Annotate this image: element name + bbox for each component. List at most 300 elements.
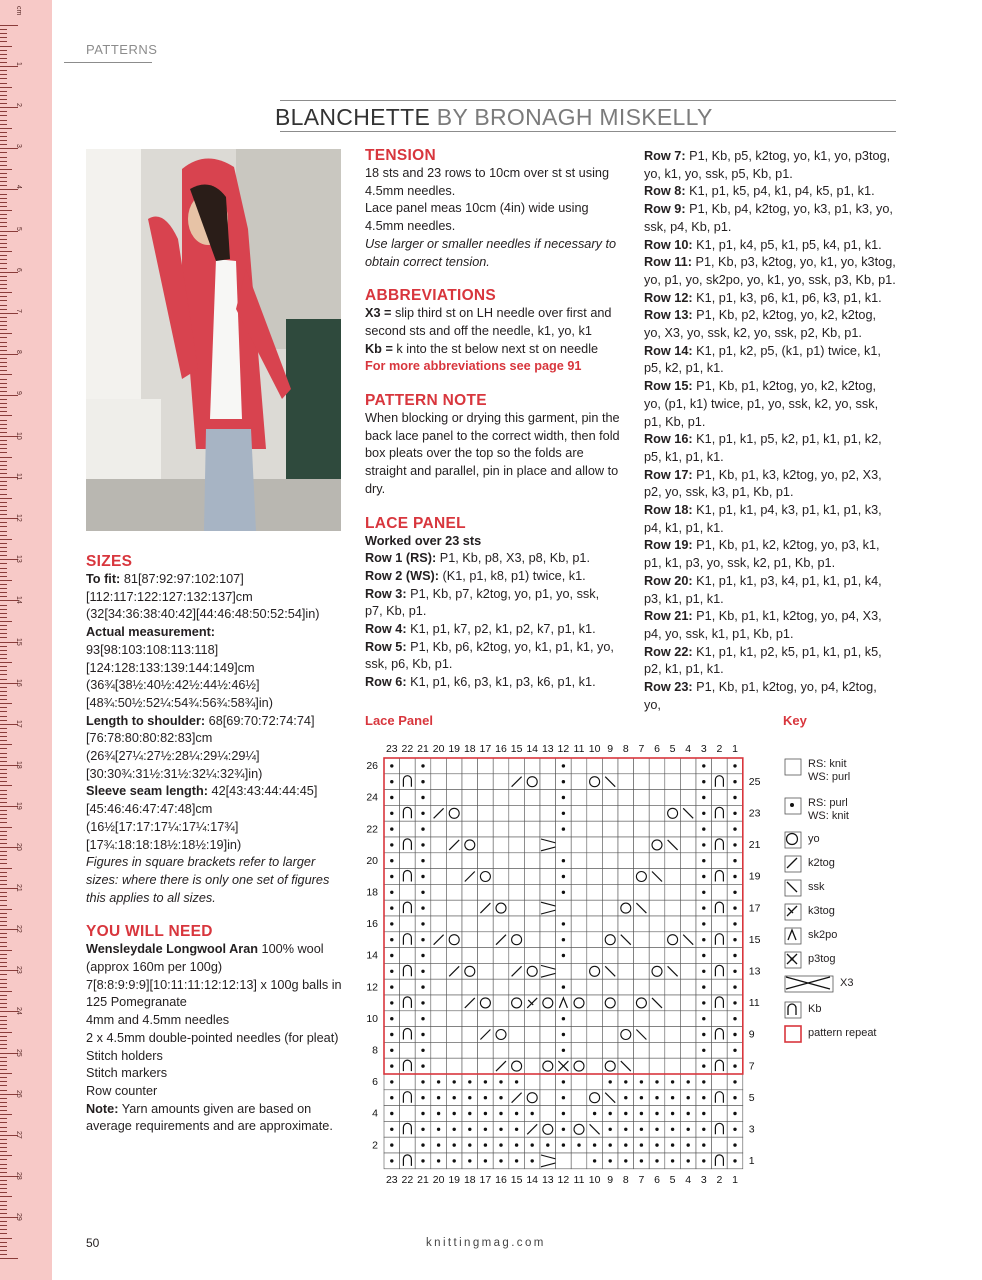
chart-cell	[649, 916, 665, 932]
ruler-tick	[0, 839, 7, 840]
chart-cell	[602, 884, 618, 900]
ruler-tick	[0, 892, 7, 893]
sleeve-seam-value: 42[43:43:44:44:45] [45:46:46:47:47:48]cm (16½[17:17:17¼:17¼:17¾] [17¾:18:18:18½:18½:19]in)	[86, 784, 318, 852]
chart-cell	[634, 790, 650, 806]
chart-cell	[400, 1137, 416, 1153]
ruler-tick	[0, 679, 7, 680]
ruler-tick	[0, 851, 7, 852]
lace-row	[365, 586, 620, 621]
chart-purl-dot	[609, 1112, 612, 1115]
chart-purl-dot	[562, 764, 565, 767]
key-swatch	[784, 927, 802, 945]
chart-purl-dot	[687, 1096, 690, 1099]
chart-purl-dot	[733, 764, 736, 767]
ruler-tick	[0, 748, 7, 749]
chart-purl-dot	[437, 1128, 440, 1131]
chart-purl-dot	[733, 922, 736, 925]
lace-row-label: Row 8:	[644, 184, 686, 199]
sleeve-seam	[86, 783, 348, 854]
ruler-tick	[0, 773, 7, 774]
ruler-tick	[0, 1044, 7, 1045]
yarn-desc: 100% wool (approx 160m per 100g)	[86, 942, 324, 975]
ruler-tick	[0, 531, 7, 532]
chart-purl-dot	[468, 1096, 471, 1099]
ruler-tick	[0, 1201, 7, 1202]
chart-cell	[431, 1042, 447, 1058]
lace-row-label: Row 7:	[644, 149, 686, 163]
chart-purl-dot	[390, 1049, 393, 1052]
ruler-tick	[0, 99, 7, 100]
chart-cell	[446, 1042, 462, 1058]
ruler-tick	[0, 1040, 7, 1041]
chart-purl-dot	[733, 780, 736, 783]
chart-cell	[524, 948, 540, 964]
chart-purl-dot	[499, 1096, 502, 1099]
chart-purl-dot	[390, 1033, 393, 1036]
chart-col-label-bottom: 20	[432, 1173, 445, 1186]
ruler-tick	[0, 995, 7, 996]
chart-purl-dot	[484, 1096, 487, 1099]
to-fit-value: 81[87:92:97:102:107] [112:117:122:127:132:137]cm (32[34:36:38:40:42][44:46:48:50:52:54]in)	[86, 572, 320, 622]
chart-purl-dot	[421, 812, 424, 815]
chart-cell	[680, 869, 696, 885]
ruler-tick	[0, 62, 7, 63]
ruler-tick	[0, 1102, 7, 1103]
lace-row-label: Row 19:	[644, 538, 693, 553]
chart-cell	[712, 1011, 728, 1027]
key-swatch	[784, 975, 834, 993]
ruler-tick	[0, 457, 12, 458]
chart-purl-dot	[733, 1001, 736, 1004]
ruler-tick	[0, 111, 7, 112]
chart-purl-dot	[421, 827, 424, 830]
lace-row-label: Row 20:	[644, 573, 693, 588]
chart-col-label-top: 5	[669, 743, 676, 755]
ruler-tick	[0, 1164, 7, 1165]
lace-row-text: P1, Kb, p1, k2tog, yo, p4, k2tog, yo,	[644, 680, 877, 712]
to-fit	[86, 571, 348, 624]
chart-cell	[478, 916, 494, 932]
ruler-tick	[0, 1081, 7, 1082]
ruler-number: 25	[15, 1048, 22, 1057]
chart-cell	[571, 900, 587, 916]
chart-purl-dot	[687, 1128, 690, 1131]
chart-cell	[509, 837, 525, 853]
chart-purl-dot	[421, 985, 424, 988]
chart-purl-dot	[562, 954, 565, 957]
chart-cell	[446, 853, 462, 869]
yarn	[86, 941, 348, 976]
key-label-wrap	[808, 1003, 821, 1016]
lace-row-label: Row 17:	[644, 467, 693, 482]
key-label: RS: knit	[808, 758, 847, 770]
ruler-tick	[0, 814, 7, 815]
ruler-number: 22	[15, 925, 22, 933]
key-label-wrap	[808, 905, 835, 918]
lace-row-text: K1, p1, k6, p3, k1, p3, k6, p1, k1.	[406, 675, 596, 690]
ruler-tick	[0, 469, 7, 470]
lace-row	[365, 674, 620, 692]
chart-cell	[649, 1058, 665, 1074]
chart-cell	[509, 916, 525, 932]
chart-cell	[571, 1074, 587, 1090]
lace-row-label: Row 13:	[644, 308, 693, 323]
ruler-tick	[0, 107, 18, 108]
ruler-tick	[0, 317, 7, 318]
chart-cell	[446, 790, 462, 806]
chart-cell	[462, 916, 478, 932]
chart-cell	[602, 916, 618, 932]
chart-purl-dot	[702, 843, 705, 846]
lace-row-label: Row 5:	[365, 639, 407, 654]
lace-row	[644, 537, 896, 572]
chart-purl-dot	[733, 1017, 736, 1020]
chart-col-label-top: 10	[588, 743, 601, 755]
ruler-number: 27	[15, 1130, 22, 1139]
lace-row-text: P1, Kb, p5, k2tog, yo, k1, yo, p3tog, yo, k1, yo, ssk, p5, Kb, p1.	[644, 149, 891, 181]
chart-cell	[680, 774, 696, 790]
lace-row-text: K1, p1, k1, p5, k2, p1, k1, p1, k2, p5, k1, p1, k1.	[644, 432, 882, 464]
chart-cell	[556, 1153, 572, 1169]
chart-purl-dot	[437, 1159, 440, 1162]
lace-row	[644, 237, 896, 255]
chart-cell	[634, 774, 650, 790]
ruler-tick	[0, 239, 7, 240]
chart-purl-dot	[453, 1080, 456, 1083]
lace-row	[644, 148, 896, 183]
ruler-tick	[0, 481, 7, 482]
key-swatch	[784, 855, 802, 873]
chart-cell	[618, 884, 634, 900]
chart-cell	[618, 1042, 634, 1058]
lace-row	[644, 290, 896, 308]
chart-purl-dot	[702, 875, 705, 878]
lace-row-text: K1, p1, k4, p5, k1, p5, k4, p1, k1.	[692, 237, 882, 252]
chart-cell	[493, 837, 509, 853]
lace-row-label: Row 6:	[365, 675, 407, 690]
chart-row-label-right: 15	[748, 933, 760, 946]
chart-purl-dot	[484, 1080, 487, 1083]
ruler-number: 9	[15, 390, 22, 395]
key-title: Key	[783, 713, 807, 728]
chart-purl-dot	[562, 938, 565, 941]
chart-purl-dot	[733, 985, 736, 988]
lace-row-text: P1, Kb, p3, k2tog, yo, k1, yo, k3tog, yo, p1, yo, sk2po, yo, k1, yo, ssk, p3, Kb, p1.	[644, 255, 896, 287]
chart-purl-dot	[562, 1017, 565, 1020]
chart-cell	[712, 1106, 728, 1122]
chart-cell	[634, 1042, 650, 1058]
ruler-tick	[0, 522, 7, 523]
ruler-tick	[0, 1229, 7, 1230]
ruler-tick	[0, 1110, 7, 1111]
chart-cell	[602, 1042, 618, 1058]
ruler-tick	[0, 169, 12, 170]
chart-col-label-top: 4	[685, 743, 692, 755]
chart-col-label-bottom: 1	[732, 1173, 738, 1186]
chart-cell	[649, 805, 665, 821]
chart-purl-dot	[531, 1112, 534, 1115]
chart-cell	[602, 1011, 618, 1027]
chart-cell	[509, 979, 525, 995]
you-will-need-heading: YOU WILL NEED	[86, 923, 213, 941]
ruler-tick	[0, 1118, 7, 1119]
chart-purl-dot	[421, 843, 424, 846]
chart-purl-dot	[437, 1112, 440, 1115]
ruler-tick	[0, 366, 7, 367]
ruler-tick	[0, 103, 7, 104]
ruler-tick	[0, 1106, 7, 1107]
chart-purl-dot	[421, 1017, 424, 1020]
chart-purl-dot	[702, 954, 705, 957]
chart-purl-dot	[702, 1112, 705, 1115]
chart-cell	[524, 869, 540, 885]
ruler-tick	[0, 383, 7, 384]
chart-cell	[431, 916, 447, 932]
chart-cell	[649, 948, 665, 964]
chart-cell	[400, 821, 416, 837]
key-label: ssk	[808, 881, 825, 893]
chart-cell	[509, 821, 525, 837]
chart-purl-dot	[702, 1080, 705, 1083]
abbrev-x3	[365, 305, 620, 340]
chart-cell	[400, 1106, 416, 1122]
chart-cell	[400, 1011, 416, 1027]
ruler-tick	[0, 222, 7, 223]
chart-purl-dot	[733, 796, 736, 799]
chart-row-label-left: 26	[366, 760, 378, 773]
chart-cell	[587, 837, 603, 853]
chart-purl-dot	[515, 1128, 518, 1131]
chart-cell	[618, 1011, 634, 1027]
lace-row-label: Row 4:	[365, 622, 407, 637]
chart-col-label-bottom: 4	[685, 1173, 692, 1186]
ruler-tick	[0, 987, 7, 988]
ruler-tick	[0, 785, 12, 786]
ruler-tick	[0, 617, 7, 618]
chart-purl-dot	[390, 764, 393, 767]
chart-purl-dot	[687, 1112, 690, 1115]
chart-purl-dot	[733, 954, 736, 957]
chart-purl-dot	[733, 1049, 736, 1052]
chart-purl-dot	[640, 1159, 643, 1162]
chart-cell	[540, 758, 556, 774]
ruler-number: 15	[15, 637, 22, 646]
chart-cell	[462, 900, 478, 916]
chart-cell	[712, 948, 728, 964]
chart-cell	[524, 837, 540, 853]
lace-row-label: Row 2 (WS):	[365, 568, 440, 583]
chart-cell	[587, 853, 603, 869]
chart-purl-dot	[593, 1159, 596, 1162]
chart-cell	[462, 932, 478, 948]
chart-row-label-right: 21	[748, 839, 760, 852]
chart-purl-dot	[390, 1017, 393, 1020]
ruler-number: 6	[15, 267, 22, 272]
ruler-tick	[0, 707, 7, 708]
ruler-tick	[0, 827, 12, 828]
chart-purl-dot	[421, 891, 424, 894]
chart-col-label-bottom: 2	[716, 1173, 723, 1186]
ruler-tick	[0, 962, 7, 963]
ruler-tick	[0, 329, 7, 330]
page-title	[275, 104, 897, 131]
lace-row-label: Row 1 (RS):	[365, 551, 437, 566]
chart-cell	[587, 1027, 603, 1043]
chart-row-label-left: 14	[366, 949, 378, 962]
chart-col-label-bottom: 11	[573, 1173, 585, 1186]
chart-cell	[431, 900, 447, 916]
chart-cell	[524, 790, 540, 806]
chart-cell	[478, 758, 494, 774]
chart-cell	[478, 963, 494, 979]
ruler-tick	[0, 637, 7, 638]
ruler-tick	[0, 465, 7, 466]
chart-col-label-bottom: 18	[463, 1173, 476, 1186]
ruler-tick	[0, 1168, 7, 1169]
lace-rows-part-2	[644, 148, 896, 715]
row-counter: Row counter	[86, 1083, 158, 1098]
ruler-tick	[0, 243, 7, 244]
chart-cell	[431, 821, 447, 837]
chart-cell	[524, 1042, 540, 1058]
lace-row	[644, 378, 896, 431]
chart-purl-dot	[390, 938, 393, 941]
chart-cell	[712, 758, 728, 774]
chart-purl-dot	[624, 1080, 627, 1083]
chart-purl-dot	[531, 1143, 534, 1146]
abbrev-kb-text: k into the st below next st on needle	[392, 341, 599, 356]
chart-cell	[602, 900, 618, 916]
ruler-tick	[0, 884, 7, 885]
chart-row-label-right: 1	[748, 1155, 755, 1168]
ruler-tick	[0, 769, 7, 770]
ruler-tick	[0, 387, 7, 388]
ruler-tick	[0, 933, 7, 934]
chart-cell	[556, 900, 572, 916]
more-abbreviations-link[interactable]: For more abbreviations see page 91	[365, 359, 582, 374]
chart-purl-dot	[733, 875, 736, 878]
chart-cell	[649, 884, 665, 900]
chart-row-label-right: 25	[748, 775, 760, 788]
ruler-tick	[0, 633, 7, 634]
chart-cell	[680, 1027, 696, 1043]
ruler-tick	[0, 958, 7, 959]
chart-col-label-top: 8	[622, 743, 629, 755]
ruler-tick	[0, 917, 7, 918]
chart-cell	[478, 853, 494, 869]
chart-purl-dot	[437, 1080, 440, 1083]
chart-purl-dot	[390, 1159, 393, 1162]
ruler-tick	[0, 863, 7, 864]
yarn-note-text: Yarn amounts given are based on average requirements and are approximate.	[86, 1101, 333, 1134]
chart-cell	[587, 758, 603, 774]
ruler-tick	[0, 609, 7, 610]
chart-row-label-right: 7	[748, 1060, 755, 1073]
yarn-note-label: Note:	[86, 1101, 119, 1116]
ruler-tick	[0, 716, 7, 717]
designer-byline: BY BRONAGH MISKELLY	[436, 104, 713, 130]
ruler-number: 16	[15, 678, 22, 687]
chart-cell	[571, 916, 587, 932]
ruler-tick	[0, 551, 7, 552]
ruler-tick	[0, 54, 7, 55]
measuring-ruler	[0, 0, 52, 1280]
chart-cell	[634, 916, 650, 932]
ruler-tick	[0, 128, 12, 129]
ruler-tick	[0, 132, 7, 133]
ruler-tick	[0, 658, 7, 659]
ruler-tick	[0, 58, 7, 59]
chart-purl-dot	[390, 796, 393, 799]
ruler-number: 2	[15, 103, 22, 108]
chart-purl-dot	[702, 891, 705, 894]
ruler-tick	[0, 198, 7, 199]
chart-cell	[602, 758, 618, 774]
chart-cell	[618, 790, 634, 806]
chart-purl-dot	[390, 1128, 393, 1131]
chart-cell	[680, 790, 696, 806]
ruler-number: 5	[15, 226, 22, 231]
chart-purl-dot	[671, 1080, 674, 1083]
chart-col-label-bottom: 19	[448, 1173, 461, 1186]
lace-row-text: (K1, p1, k8, p1) twice, k1.	[439, 568, 586, 583]
lace-row-text: P1, Kb, p2, k2tog, yo, k2, k2tog, yo, X3, yo, ssk, k2, yo, ssk, p2, Kb, p1.	[644, 308, 877, 341]
chart-purl-dot	[421, 1049, 424, 1052]
chart-purl-dot	[577, 1143, 580, 1146]
chart-purl-dot	[390, 891, 393, 894]
ruler-tick	[0, 1016, 7, 1017]
ruler-tick	[0, 510, 7, 511]
ruler-tick	[0, 342, 7, 343]
ruler-tick	[0, 572, 7, 573]
chart-row-label-left: 10	[366, 1012, 378, 1025]
column-rows-continued	[644, 148, 896, 715]
chart-row-label-right: 23	[748, 807, 760, 820]
chart-purl-dot	[468, 1128, 471, 1131]
lace-row	[365, 550, 620, 568]
chart-cell	[680, 1042, 696, 1058]
ruler-number: 23	[15, 966, 22, 975]
ruler-tick	[0, 489, 7, 490]
key-label: pattern repeat	[808, 1027, 877, 1039]
chart-cell	[649, 790, 665, 806]
ruler-tick	[0, 621, 12, 622]
ruler-tick	[0, 900, 7, 901]
chart-col-label-top: 12	[557, 743, 570, 755]
chart-cell	[602, 790, 618, 806]
chart-purl-dot	[702, 812, 705, 815]
ruler-tick	[0, 1061, 7, 1062]
ruler-tick	[0, 757, 7, 758]
chart-purl-dot	[671, 1159, 674, 1162]
ruler-tick	[0, 946, 7, 947]
ruler-tick	[0, 305, 7, 306]
chart-purl-dot	[562, 1128, 565, 1131]
length-to-shoulder-value: 68[69:70:72:74:74] [76:78:80:80:82:83]cm (26¾[27¼:27½:28¼:29¼:29¼] [30:30¾:31½:31½:32¼:32¾]in)	[86, 713, 315, 781]
chart-cell	[665, 884, 681, 900]
chart-cell	[618, 837, 634, 853]
chart-cell	[478, 821, 494, 837]
ruler-tick	[0, 173, 7, 174]
ruler-tick	[0, 374, 12, 375]
chart-cell	[618, 853, 634, 869]
ruler-tick	[0, 822, 7, 823]
chart-cell	[712, 1042, 728, 1058]
chart-purl-dot	[655, 1080, 658, 1083]
chart-cell	[602, 837, 618, 853]
chart-cell	[493, 995, 509, 1011]
chart-cell	[540, 979, 556, 995]
